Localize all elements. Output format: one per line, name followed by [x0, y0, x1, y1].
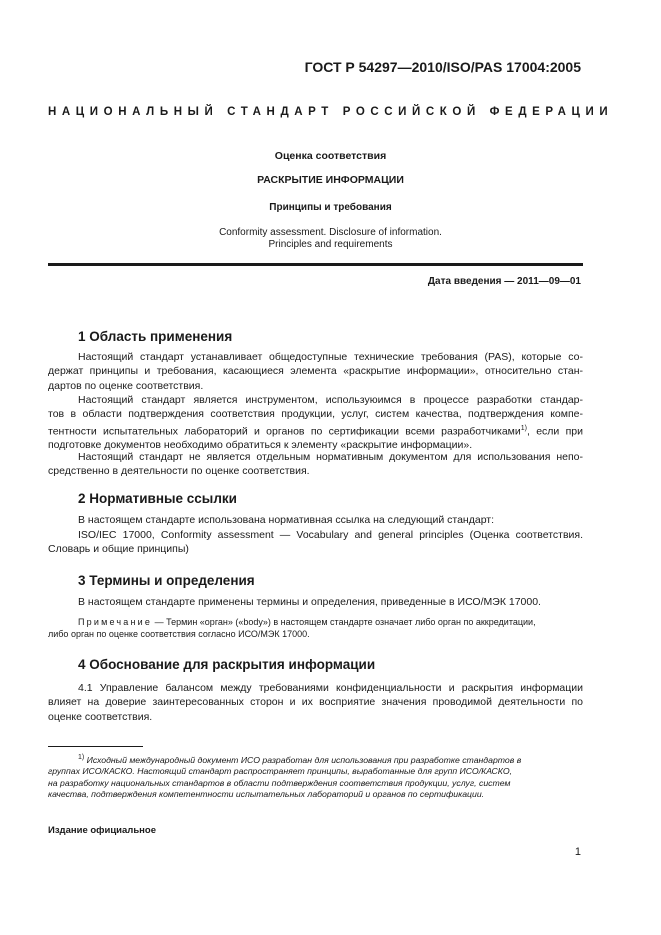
text-line: тов в области подтверждения соответствия продукции, услуг, систем качества, подтверждения компе- — [48, 408, 583, 421]
section-3-heading: 3 Термины и определения — [78, 573, 255, 588]
text-line: Настоящий стандарт не является отдельным нормативным документом для использования непо- — [78, 451, 583, 463]
title-divider — [48, 263, 583, 266]
title-line-1: Оценка соответствия — [274, 150, 387, 162]
title-line-2: РАСКРЫТИЕ ИНФОРМАЦИИ — [257, 174, 404, 186]
text-line: Словарь и общие принципы) — [48, 543, 189, 556]
footnote-line: группах ИСО/КАСКО. Настоящий стандарт распространяет принципы, выработанные для групп ИСО/КАСКО, — [48, 766, 513, 777]
footnote-line — [48, 752, 583, 766]
text-line: ISO/IEC 17000, Conformity assessment — Vocabulary and general principles (Оценка соответствия. — [78, 529, 583, 541]
section-3-paragraph-1 — [48, 595, 583, 609]
official-edition-label: Издание официальное — [48, 825, 156, 836]
text-line: подготовке документов необходимо обратиться к элементу «раскрытие информации». — [48, 439, 473, 452]
footnote-divider — [48, 746, 143, 747]
english-title — [48, 227, 613, 251]
text-line — [48, 422, 583, 439]
text-line: 4.1 Управление балансом между требованиями конфиденциальности и раскрытия информации — [78, 682, 583, 694]
text-line: В настоящем стандарте использована нормативная ссылка на следующий стандарт: — [78, 514, 495, 526]
text-fragment: , если при — [526, 425, 583, 438]
national-standard-banner: НАЦИОНАЛЬНЫЙ СТАНДАРТ РОССИЙСКОЙ ФЕДЕРАЦИИ — [48, 106, 614, 118]
section-2-paragraph-1 — [48, 513, 583, 527]
note-line — [48, 616, 583, 628]
text-line: В настоящем стандарте применены термины и определения, приведенные в ИСО/МЭК 17000. — [78, 596, 541, 608]
text-line: Настоящий стандарт устанавливает общедоступные технические требования (PAS), которые со- — [78, 351, 583, 363]
text-line: Настоящий стандарт является инструментом, используюимся в процессе разработки стандар- — [78, 394, 583, 406]
footnote-line: на разработку национальных стандартов в области подтверждения соответствия продукции, услуг, систем — [48, 777, 511, 788]
text-fragment: тентности испытательных лабораторий и органов по сертификации всеми разработчиками — [48, 425, 521, 438]
section-4-heading: 4 Обоснование для раскрытия информации — [78, 657, 376, 672]
footnote — [48, 752, 583, 801]
section-3-note — [48, 616, 583, 640]
section-1-heading: 1 Область применения — [78, 329, 233, 344]
section-2-heading: 2 Нормативные ссылки — [78, 491, 237, 506]
introduction-date: Дата введения — 2011—09—01 — [427, 276, 581, 287]
text-line: дартов по оценке соответствия. — [48, 379, 204, 392]
page-number: 1 — [574, 846, 581, 858]
section-2-paragraph-2 — [48, 528, 583, 557]
note-label: Примечание — [78, 617, 153, 627]
footnote-text: Исходный международный документ ИСО разработан для использования при разработке стандартов в — [86, 754, 522, 765]
english-title-line-2: Principles and requirements — [268, 239, 393, 250]
text-line: влияет на доверие заинтересованных сторон и их восприятие значения проводимой деятельности по — [48, 696, 583, 709]
section-1-paragraph-3 — [48, 450, 583, 479]
section-1-paragraph-2 — [48, 393, 583, 453]
text-line: держат принципы и требования, касающиеся элемента «раскрытие информации», относительно стан- — [48, 365, 583, 378]
document-code: ГОСТ Р 54297—2010/ISO/PAS 17004:2005 — [304, 59, 581, 75]
footnote-mark: 1) — [78, 754, 85, 761]
footnote-reference: 1) — [520, 424, 527, 432]
section-1-paragraph-1 — [48, 350, 583, 393]
section-4-paragraph-1 — [48, 681, 583, 724]
text-line: средственно в деятельности по оценке соответствия. — [48, 465, 310, 478]
text-line: оценке соответствия. — [48, 710, 153, 723]
note-line: либо орган по оценке соответствия согласно ИСО/МЭК 17000. — [48, 629, 310, 639]
footnote-line: качества, подтверждения компетентности испытательных лабораторий и органов по сертификации. — [48, 789, 485, 800]
english-title-line-1: Conformity assessment. Disclosure of information. — [219, 227, 442, 238]
note-text: — Термин «орган» («body») в настоящем стандарте означает либо орган по аккредитации, — [154, 617, 536, 627]
title-line-3: Принципы и требования — [269, 202, 392, 213]
